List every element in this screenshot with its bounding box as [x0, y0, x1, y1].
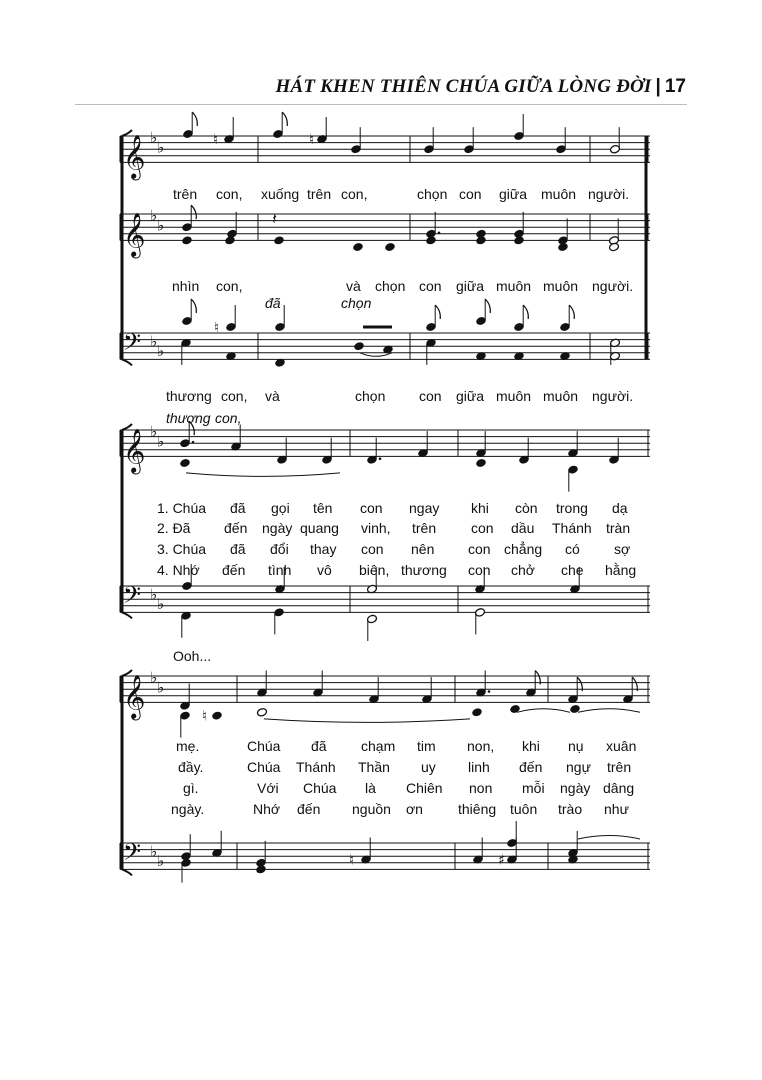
flat-icon: ♭ [157, 138, 165, 157]
note-dot [192, 441, 195, 444]
lyric: trào [558, 801, 583, 817]
rest-icon: 𝄽 [272, 209, 277, 228]
lyric: con [419, 388, 442, 404]
treble-clef-icon: 𝄞 [123, 428, 146, 473]
lyric: tên [313, 500, 333, 516]
lyric: 2. Đã [157, 520, 191, 536]
header-separator: | [655, 76, 661, 97]
lyric: trên [173, 186, 198, 202]
lyric: khi [471, 500, 489, 516]
lyric: người. [592, 388, 634, 404]
lyric: con, [221, 388, 248, 404]
note-flag [523, 305, 528, 319]
page-number: 17 [664, 76, 686, 97]
note-head [257, 708, 268, 718]
lyric: người. [592, 278, 634, 294]
tie [264, 719, 470, 723]
lyric: đến [224, 520, 248, 536]
lyric: non, [467, 738, 495, 754]
lyric: dâng [603, 780, 635, 796]
lyric: vô [317, 562, 332, 578]
lyric: Nhớ [253, 801, 281, 817]
flat-icon: ♭ [150, 128, 158, 147]
flat-icon: ♭ [150, 585, 158, 604]
note-head [476, 458, 487, 468]
lyric: trong [556, 500, 588, 516]
lyric: xuân [606, 738, 637, 754]
flat-icon: ♭ [157, 595, 165, 614]
lyric: muôn [543, 278, 579, 294]
lyric: con [471, 520, 494, 536]
tie [578, 709, 640, 713]
flat-icon: ♭ [157, 852, 165, 871]
natural-icon: ♮ [202, 708, 208, 725]
note-flag [282, 112, 287, 126]
lyric: chọn [355, 388, 386, 404]
bass-clef-icon: 𝄢 [123, 328, 142, 361]
lyric: là [365, 780, 376, 796]
lyric: thương [401, 562, 447, 578]
treble-clef-icon: 𝄞 [123, 212, 146, 257]
lyric: linh [468, 759, 490, 775]
note-flag [191, 205, 196, 219]
note-head [256, 865, 267, 875]
lyric: chạm [361, 738, 396, 754]
lyric: Thánh [296, 759, 336, 775]
note-dot [379, 457, 382, 460]
lyric: người. [588, 186, 630, 202]
lyric: giữa [499, 186, 528, 202]
lyric: con [468, 562, 491, 578]
lyric: ngay [409, 500, 440, 516]
lyric: đến [297, 801, 321, 817]
flat-icon: ♭ [157, 432, 165, 451]
lyric: thay [310, 541, 337, 557]
lyric: có [565, 541, 580, 557]
lyric: chọn [375, 278, 406, 294]
lyric: Chúa [303, 780, 337, 796]
lyric: nụ [568, 738, 584, 754]
lyric: Thánh [552, 520, 592, 536]
lyric: muôn [496, 278, 532, 294]
lyric: tim [417, 738, 436, 754]
lyric: con, [216, 278, 243, 294]
treble-clef-icon: 𝄞 [123, 134, 146, 179]
flat-icon: ♭ [157, 342, 165, 361]
lyric: ngày. [171, 801, 205, 817]
natural-icon: ♮ [309, 132, 315, 148]
note-head [426, 236, 437, 246]
natural-icon: ♮ [213, 132, 219, 148]
lyric: và [265, 388, 280, 404]
lyric: khi [522, 738, 540, 754]
lyric: trên [307, 186, 332, 202]
lyric: đến [519, 759, 543, 775]
lyric: nhìn [172, 278, 200, 294]
note-flag [191, 299, 196, 313]
note-head [385, 242, 396, 252]
lyric: Chúa [247, 759, 281, 775]
treble-clef-icon: 𝄞 [123, 674, 146, 719]
lyric: ơn [406, 801, 423, 817]
note-dot [438, 232, 441, 235]
lyric: uy [421, 759, 436, 775]
lyric: gọi [271, 500, 290, 516]
lyric: tràn [606, 520, 631, 536]
lyric: nên [411, 541, 435, 557]
note-flag [192, 112, 197, 126]
lyric: ngày [560, 780, 591, 796]
flat-icon: ♭ [157, 678, 165, 697]
book-title: HÁT KHEN THIÊN CHÚA GIỮA LÒNG ĐỜI [275, 76, 652, 97]
lyric: dầu [511, 520, 535, 536]
flat-icon: ♭ [150, 668, 158, 687]
lyric: trên [412, 520, 437, 536]
note-head [476, 236, 487, 246]
lyric-alt: chọn [341, 295, 372, 311]
lyric: con [459, 186, 482, 202]
note-head [353, 242, 364, 252]
lyric: con [360, 500, 383, 516]
lyric: chẳng [504, 541, 543, 557]
tie [578, 836, 640, 840]
note-head [182, 236, 193, 246]
lyric: biên, [359, 562, 390, 578]
lyric: và [346, 278, 361, 294]
lyric: ngày [262, 520, 293, 536]
lyric: đến [222, 562, 246, 578]
lyric: mẹ. [176, 738, 200, 754]
lyric: đã [311, 738, 327, 754]
note-head [212, 711, 223, 721]
tie [186, 473, 340, 477]
note-head [225, 236, 236, 246]
lyric: trên [607, 759, 632, 775]
note-head [514, 236, 525, 246]
lyric: 3. Chúa [157, 541, 207, 557]
lyric: tình [268, 562, 292, 578]
flat-icon: ♭ [150, 206, 158, 225]
lyric: con [361, 541, 384, 557]
lyric: đổi [270, 541, 289, 557]
lyric: quang [300, 520, 339, 536]
note-head [274, 236, 285, 246]
lyric-alt: con, [215, 410, 242, 426]
lyric: vinh, [361, 520, 391, 536]
lyric: tuôn [510, 801, 538, 817]
lyric: đã [230, 500, 246, 516]
note-flag [435, 305, 440, 319]
bass-clef-icon: 𝄢 [123, 838, 142, 871]
tie [517, 709, 570, 713]
lyric: nguồn [352, 801, 391, 817]
lyric: Với [257, 780, 279, 796]
lyric: con, [341, 186, 368, 202]
lyric: đã [230, 541, 246, 557]
natural-icon: ♮ [214, 320, 220, 336]
lyric: như [604, 801, 629, 817]
lyric: xuống [261, 186, 300, 202]
bass-clef-icon: 𝄢 [123, 581, 142, 614]
lyric: sợ [614, 541, 631, 557]
flat-icon: ♭ [150, 422, 158, 441]
bass-vocalise-text: Ooh... [173, 648, 212, 664]
lyric: non [469, 780, 493, 796]
lyric: 4. Nhớ [157, 562, 200, 578]
note-head [354, 341, 365, 351]
lyric: đầy. [178, 759, 204, 775]
lyric: giữa [456, 388, 485, 404]
lyric: Chúa [247, 738, 281, 754]
flat-icon: ♭ [150, 332, 158, 351]
lyric: dạ [612, 500, 628, 516]
lyric: ngự [566, 759, 591, 775]
lyric: 1. Chúa [157, 500, 207, 516]
lyric: muôn [543, 388, 579, 404]
lyric-alt: đã [265, 295, 281, 311]
natural-icon: ♮ [349, 852, 355, 869]
note-head [180, 458, 191, 468]
lyric: còn [515, 500, 538, 516]
lyric: Chiên [406, 780, 443, 796]
lyric: thiêng [458, 801, 497, 817]
lyric: chọn [417, 186, 448, 202]
lyric: con [419, 278, 442, 294]
note-head [558, 242, 569, 252]
lyric: hằng [605, 562, 637, 578]
lyric-alt: thương [166, 410, 211, 426]
lyric: con, [216, 186, 243, 202]
lyric: con [468, 541, 491, 557]
note-dot [488, 690, 491, 693]
lyric: muôn [541, 186, 577, 202]
lyric: gì. [183, 780, 199, 796]
lyric: muôn [496, 388, 532, 404]
lyric: thương [166, 388, 212, 404]
lyric: Thần [358, 759, 390, 775]
lyric: mỗi [522, 780, 545, 796]
note-flag [569, 305, 574, 319]
lyric: giữa [456, 278, 485, 294]
flat-icon: ♭ [157, 216, 165, 235]
lyric: chở [511, 562, 535, 578]
note-head [472, 708, 483, 718]
flat-icon: ♭ [150, 842, 158, 861]
note-flag [485, 299, 490, 313]
sharp-icon: ♯ [498, 852, 505, 869]
lyric: che [561, 562, 584, 578]
